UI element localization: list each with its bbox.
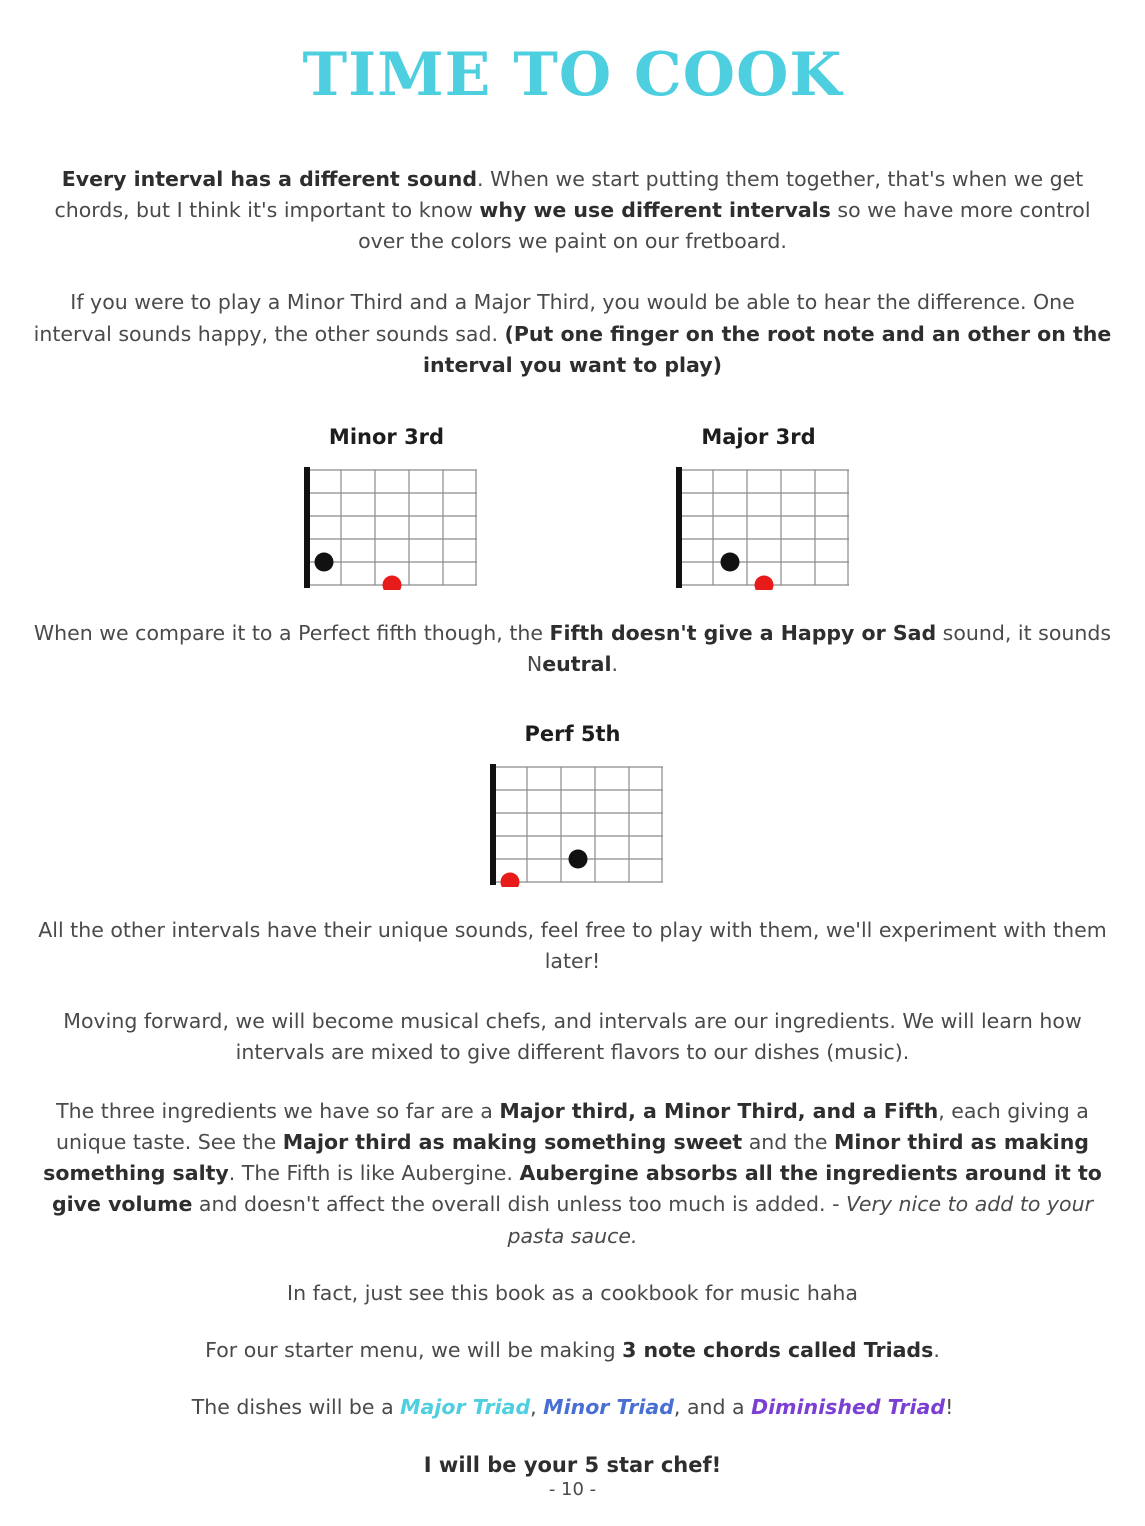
page-title: TIME TO COOK	[302, 40, 843, 110]
paragraph-intro	[30, 164, 1115, 257]
intro-text-1: . When we start putting them together, that's when we get chords, but I think it's important to know	[54, 167, 1084, 223]
interval-note	[568, 850, 587, 869]
paragraph-fifth	[30, 618, 1115, 680]
ingredients-bold-salty: Minor third as making something salty	[43, 1130, 1089, 1186]
ingredients-bold-aubergine: Aubergine absorbs all the ingredients around it to give volume	[51, 1161, 1102, 1217]
ingredients-text-2: , each giving a unique taste. See the	[56, 1098, 1089, 1155]
ingredients-bold-list: Major third, a Minor Third, and a Fifth	[499, 1098, 939, 1123]
dishes-sep-1: ,	[530, 1394, 544, 1419]
diminished-triad-label: Diminished Triad	[751, 1394, 946, 1419]
fretboard-svg-perf-5th	[483, 762, 663, 887]
diagram-major-3rd	[669, 425, 849, 590]
fretboard-major-3rd	[669, 465, 849, 590]
ingredients-text-5: and doesn't affect the overall dish unless too much is added. -	[192, 1192, 847, 1217]
minor-triad-label: Minor Triad	[543, 1394, 674, 1419]
fifth-bold: Fifth doesn't give a Happy or Sad	[549, 620, 937, 645]
document-page	[0, 42, 1145, 1526]
paragraph-dishes	[30, 1392, 1115, 1423]
diagram-label-perf-5th: Perf 5th	[524, 722, 621, 747]
fifth-text-2: sound, it sounds N	[526, 620, 1112, 677]
paragraph-cookbook: In fact, just see this book as a cookbook for music haha	[287, 1280, 858, 1305]
starter-bold-triads: 3 note chords called Triads	[622, 1337, 934, 1362]
fretboard-minor-3rd	[297, 465, 477, 590]
ingredients-italic-note: Very nice to add to your pasta sauce.	[507, 1192, 1094, 1248]
fretboard-perf-5th	[483, 762, 663, 887]
intro-bold-lead: Every interval has a different sound	[61, 167, 478, 191]
diagram-perf-5th	[22, 722, 1123, 887]
interval-note	[314, 552, 333, 571]
paragraph-ingredients	[30, 1096, 1115, 1252]
dishes-text-2: , and a	[673, 1394, 752, 1419]
ingredients-text-3: and the	[742, 1130, 834, 1155]
diagram-label-minor-3rd: Minor 3rd	[328, 424, 445, 449]
root-note	[382, 575, 401, 590]
diagram-label-major-3rd: Major 3rd	[701, 424, 816, 449]
starter-text-2: .	[933, 1337, 940, 1362]
root-note	[754, 575, 773, 590]
fifth-neutral: eutral	[542, 652, 612, 677]
intro-bold-why: why we use different intervals	[479, 198, 831, 223]
major-triad-label: Major Triad	[400, 1394, 531, 1419]
paragraph-thirds	[30, 287, 1115, 380]
page-number: - 10 -	[548, 1479, 597, 1500]
dishes-text-1: The dishes will be a	[191, 1394, 401, 1419]
fretboard-svg-minor-3rd	[297, 465, 477, 590]
starter-text-1: For our starter menu, we will be making	[205, 1337, 623, 1362]
ingredients-text-4: . The Fifth is like Aubergine.	[228, 1161, 520, 1186]
thirds-text: If you were to play a Minor Third and a Major Third, you would be able to hear the difference. One interval sounds happy, the other sounds sad.	[33, 290, 1075, 346]
fifth-text-1: When we compare it to a Perfect fifth though, the	[33, 620, 550, 645]
ingredients-bold-sweet: Major third as making something sweet	[282, 1130, 743, 1155]
root-note	[500, 873, 519, 888]
fifth-text-3: .	[611, 652, 619, 677]
interval-note	[720, 552, 739, 571]
paragraph-starter-menu	[30, 1335, 1115, 1366]
thirds-instruction: (Put one finger on the root note and an other on the interval you want to play)	[423, 321, 1112, 377]
paragraph-other-intervals: All the other intervals have their unique sounds, feel free to play with them, we'll experiment with them later!	[38, 918, 1107, 974]
dishes-text-3: !	[945, 1394, 954, 1419]
paragraph-chefs: Moving forward, we will become musical chefs, and intervals are our ingredients. We will learn how intervals are mixed to give different flavors to our dishes (music).	[63, 1008, 1082, 1064]
ingredients-text-1: The three ingredients we have so far are a	[56, 1098, 500, 1123]
intro-text-2: so we have more control over the colors we paint on our fretboard.	[358, 198, 1091, 254]
fretboard-diagram-row	[22, 425, 1123, 590]
closing-line: I will be your 5 star chef!	[423, 1453, 722, 1478]
fretboard-svg-major-3rd	[669, 465, 849, 590]
diagram-minor-3rd	[297, 425, 477, 590]
